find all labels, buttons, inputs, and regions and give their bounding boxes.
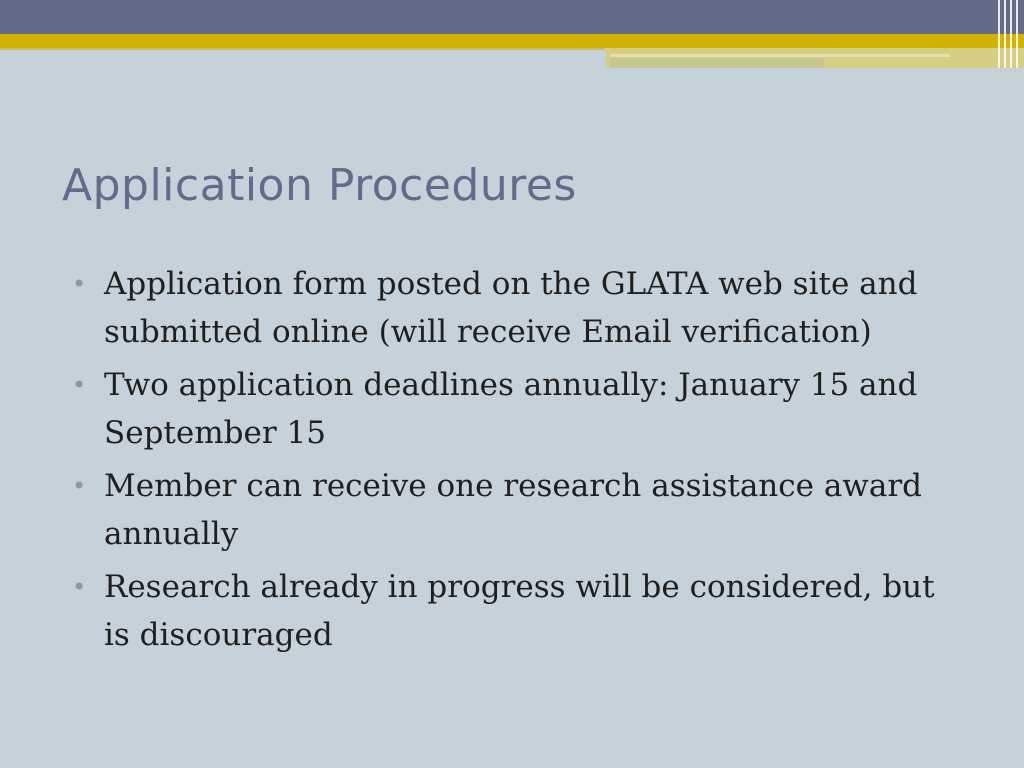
bullet-text: Member can receive one research assistance award annually [104, 468, 922, 552]
gold-accent-line [0, 34, 1024, 48]
bullet-text: Application form posted on the GLATA web site and submitted online (will receive Email verification) [104, 266, 918, 350]
bullet-item [72, 462, 972, 558]
slide-title: Application Procedures [62, 160, 577, 211]
bullet-icon: • [72, 472, 87, 500]
decorative-stripes [994, 0, 1024, 68]
gold-accent-inner [610, 58, 824, 68]
bullet-icon: • [72, 270, 87, 298]
header-band [0, 0, 1024, 34]
bullet-icon: • [72, 573, 87, 601]
bullet-text: Research already in progress will be considered, but is discouraged [104, 569, 935, 653]
gold-accent-line-lower [0, 48, 605, 50]
bullet-icon: • [72, 371, 87, 399]
gold-accent-pale-line [610, 54, 950, 57]
bullet-list [72, 260, 972, 664]
bullet-item [72, 361, 972, 457]
bullet-text: Two application deadlines annually: January 15 and September 15 [104, 367, 918, 451]
bullet-item [72, 260, 972, 356]
bullet-item [72, 563, 972, 659]
